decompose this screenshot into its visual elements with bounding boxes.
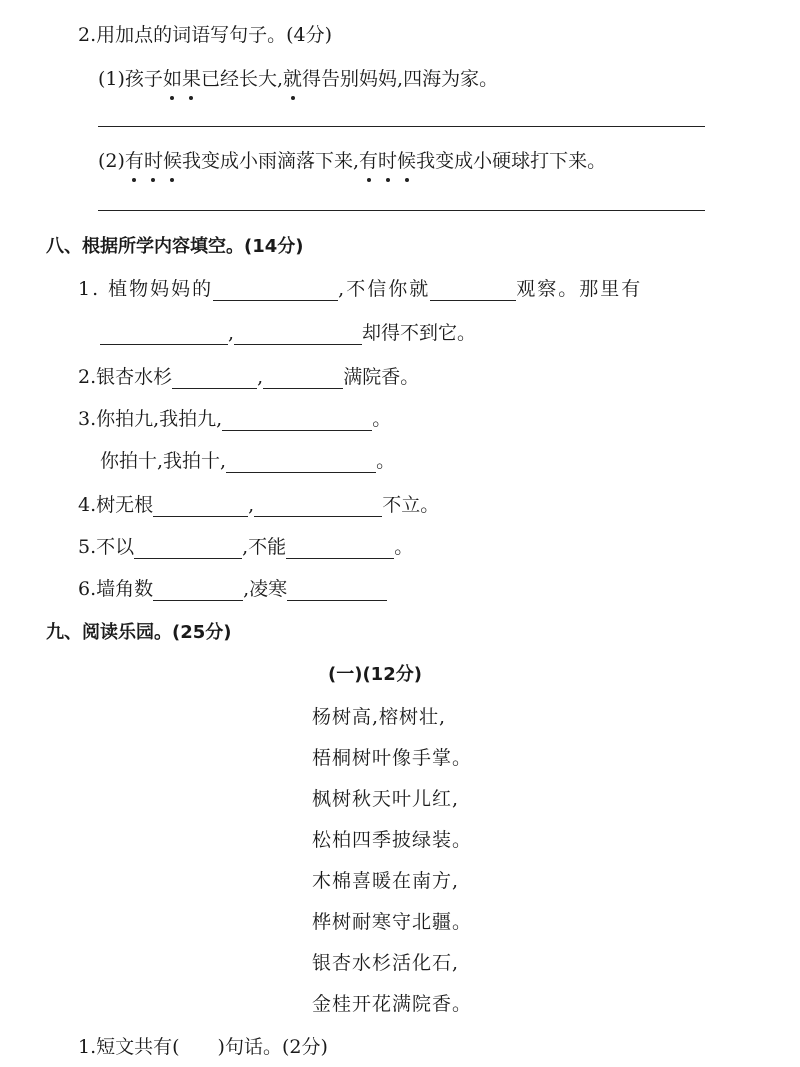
fill-item-1-cont [100, 318, 476, 345]
dotted-char: 就 [283, 64, 302, 91]
text: 1. 植物妈妈的 [78, 278, 214, 300]
blank[interactable] [287, 580, 387, 601]
text: 。 [376, 450, 396, 472]
dotted-char: 时 [378, 146, 397, 173]
section-9-heading: 九、阅读乐园。(25分) [46, 622, 232, 643]
dotted-char: 如 [163, 64, 182, 91]
text: 却得不到它。 [362, 322, 477, 344]
text: , [248, 494, 255, 516]
reading-question-1 [78, 1032, 328, 1059]
blank[interactable] [222, 410, 372, 431]
blank[interactable] [172, 368, 257, 389]
text: , [228, 322, 235, 344]
dotted-char: 候 [397, 146, 416, 173]
s1-num: (1) [98, 68, 125, 90]
blank[interactable] [100, 324, 228, 345]
fill-item-3b [100, 446, 395, 473]
text: )句话。(2分) [217, 1036, 328, 1058]
dotted-char: 有 [359, 146, 378, 173]
poem-line: 枫树秋天叶儿红, [312, 788, 460, 810]
text: , [257, 366, 264, 388]
s1-pre: 孩子 [124, 68, 163, 90]
poem-line: 桦树耐寒守北疆。 [312, 911, 473, 933]
s2-mid: 我变成小雨滴落下来, [181, 150, 360, 172]
s2-num: (2) [98, 150, 125, 172]
q2-sentence-1 [98, 64, 498, 91]
text: 6.墙角数 [78, 578, 154, 600]
blank[interactable] [153, 496, 248, 517]
blank[interactable] [153, 580, 243, 601]
dotted-char: 时 [144, 146, 163, 173]
poem-line: 银杏水杉活化石, [312, 952, 460, 974]
blank[interactable] [430, 280, 516, 301]
text: 你拍十,我拍十, [100, 450, 227, 472]
q2-sentence-2 [98, 146, 606, 173]
dotted-char: 候 [163, 146, 182, 173]
blank[interactable] [286, 538, 394, 559]
text: 5.不以 [78, 536, 135, 558]
text: ,不能 [242, 536, 287, 558]
dotted-char: 果 [182, 64, 201, 91]
poem-line: 金桂开花满院香。 [312, 993, 473, 1015]
text: 4.树无根 [78, 494, 154, 516]
fill-item-2 [78, 362, 419, 389]
blank[interactable] [263, 368, 343, 389]
poem-line: 梧桐树叶像手掌。 [312, 747, 473, 769]
text: 满院香。 [343, 366, 420, 388]
answer-line-1[interactable] [98, 126, 705, 127]
fill-item-1 [78, 274, 642, 301]
poem-line: 木棉喜暖在南方, [312, 870, 460, 892]
fill-item-4 [78, 490, 439, 517]
answer-line-2[interactable] [98, 210, 705, 211]
fill-item-3 [78, 404, 391, 431]
dotted-char: 有 [125, 146, 144, 173]
text: 。 [394, 536, 414, 558]
text: 2.银杏水杉 [78, 366, 173, 388]
text: ,凌寒 [243, 578, 288, 600]
blank[interactable] [213, 280, 338, 301]
fill-item-6 [78, 574, 387, 601]
fill-item-5 [78, 532, 413, 559]
poem-line: 松柏四季披绿装。 [312, 829, 473, 851]
blank[interactable] [226, 452, 376, 473]
text: 不立。 [382, 494, 440, 516]
text: 。 [372, 408, 392, 430]
text: 1.短文共有( [78, 1036, 180, 1058]
text: 3.你拍九,我拍九, [78, 408, 223, 430]
text: ,不信你就 [338, 278, 431, 300]
blank[interactable] [234, 324, 362, 345]
text: 观察。那里有 [516, 278, 643, 300]
section-8-heading: 八、根据所学内容填空。(14分) [46, 236, 304, 257]
q2-title: 2.用加点的词语写句子。(4分) [78, 24, 333, 46]
poem-line: 杨树高,榕树壮, [312, 706, 447, 728]
s1-mid: 已经长大, [200, 68, 284, 90]
s2-post: 我变成小硬球打下来。 [416, 150, 607, 172]
s1-post: 得告别妈妈,四海为家。 [302, 68, 499, 90]
blank[interactable] [134, 538, 242, 559]
passage-subheading: (一)(12分) [328, 664, 422, 685]
blank[interactable] [254, 496, 382, 517]
